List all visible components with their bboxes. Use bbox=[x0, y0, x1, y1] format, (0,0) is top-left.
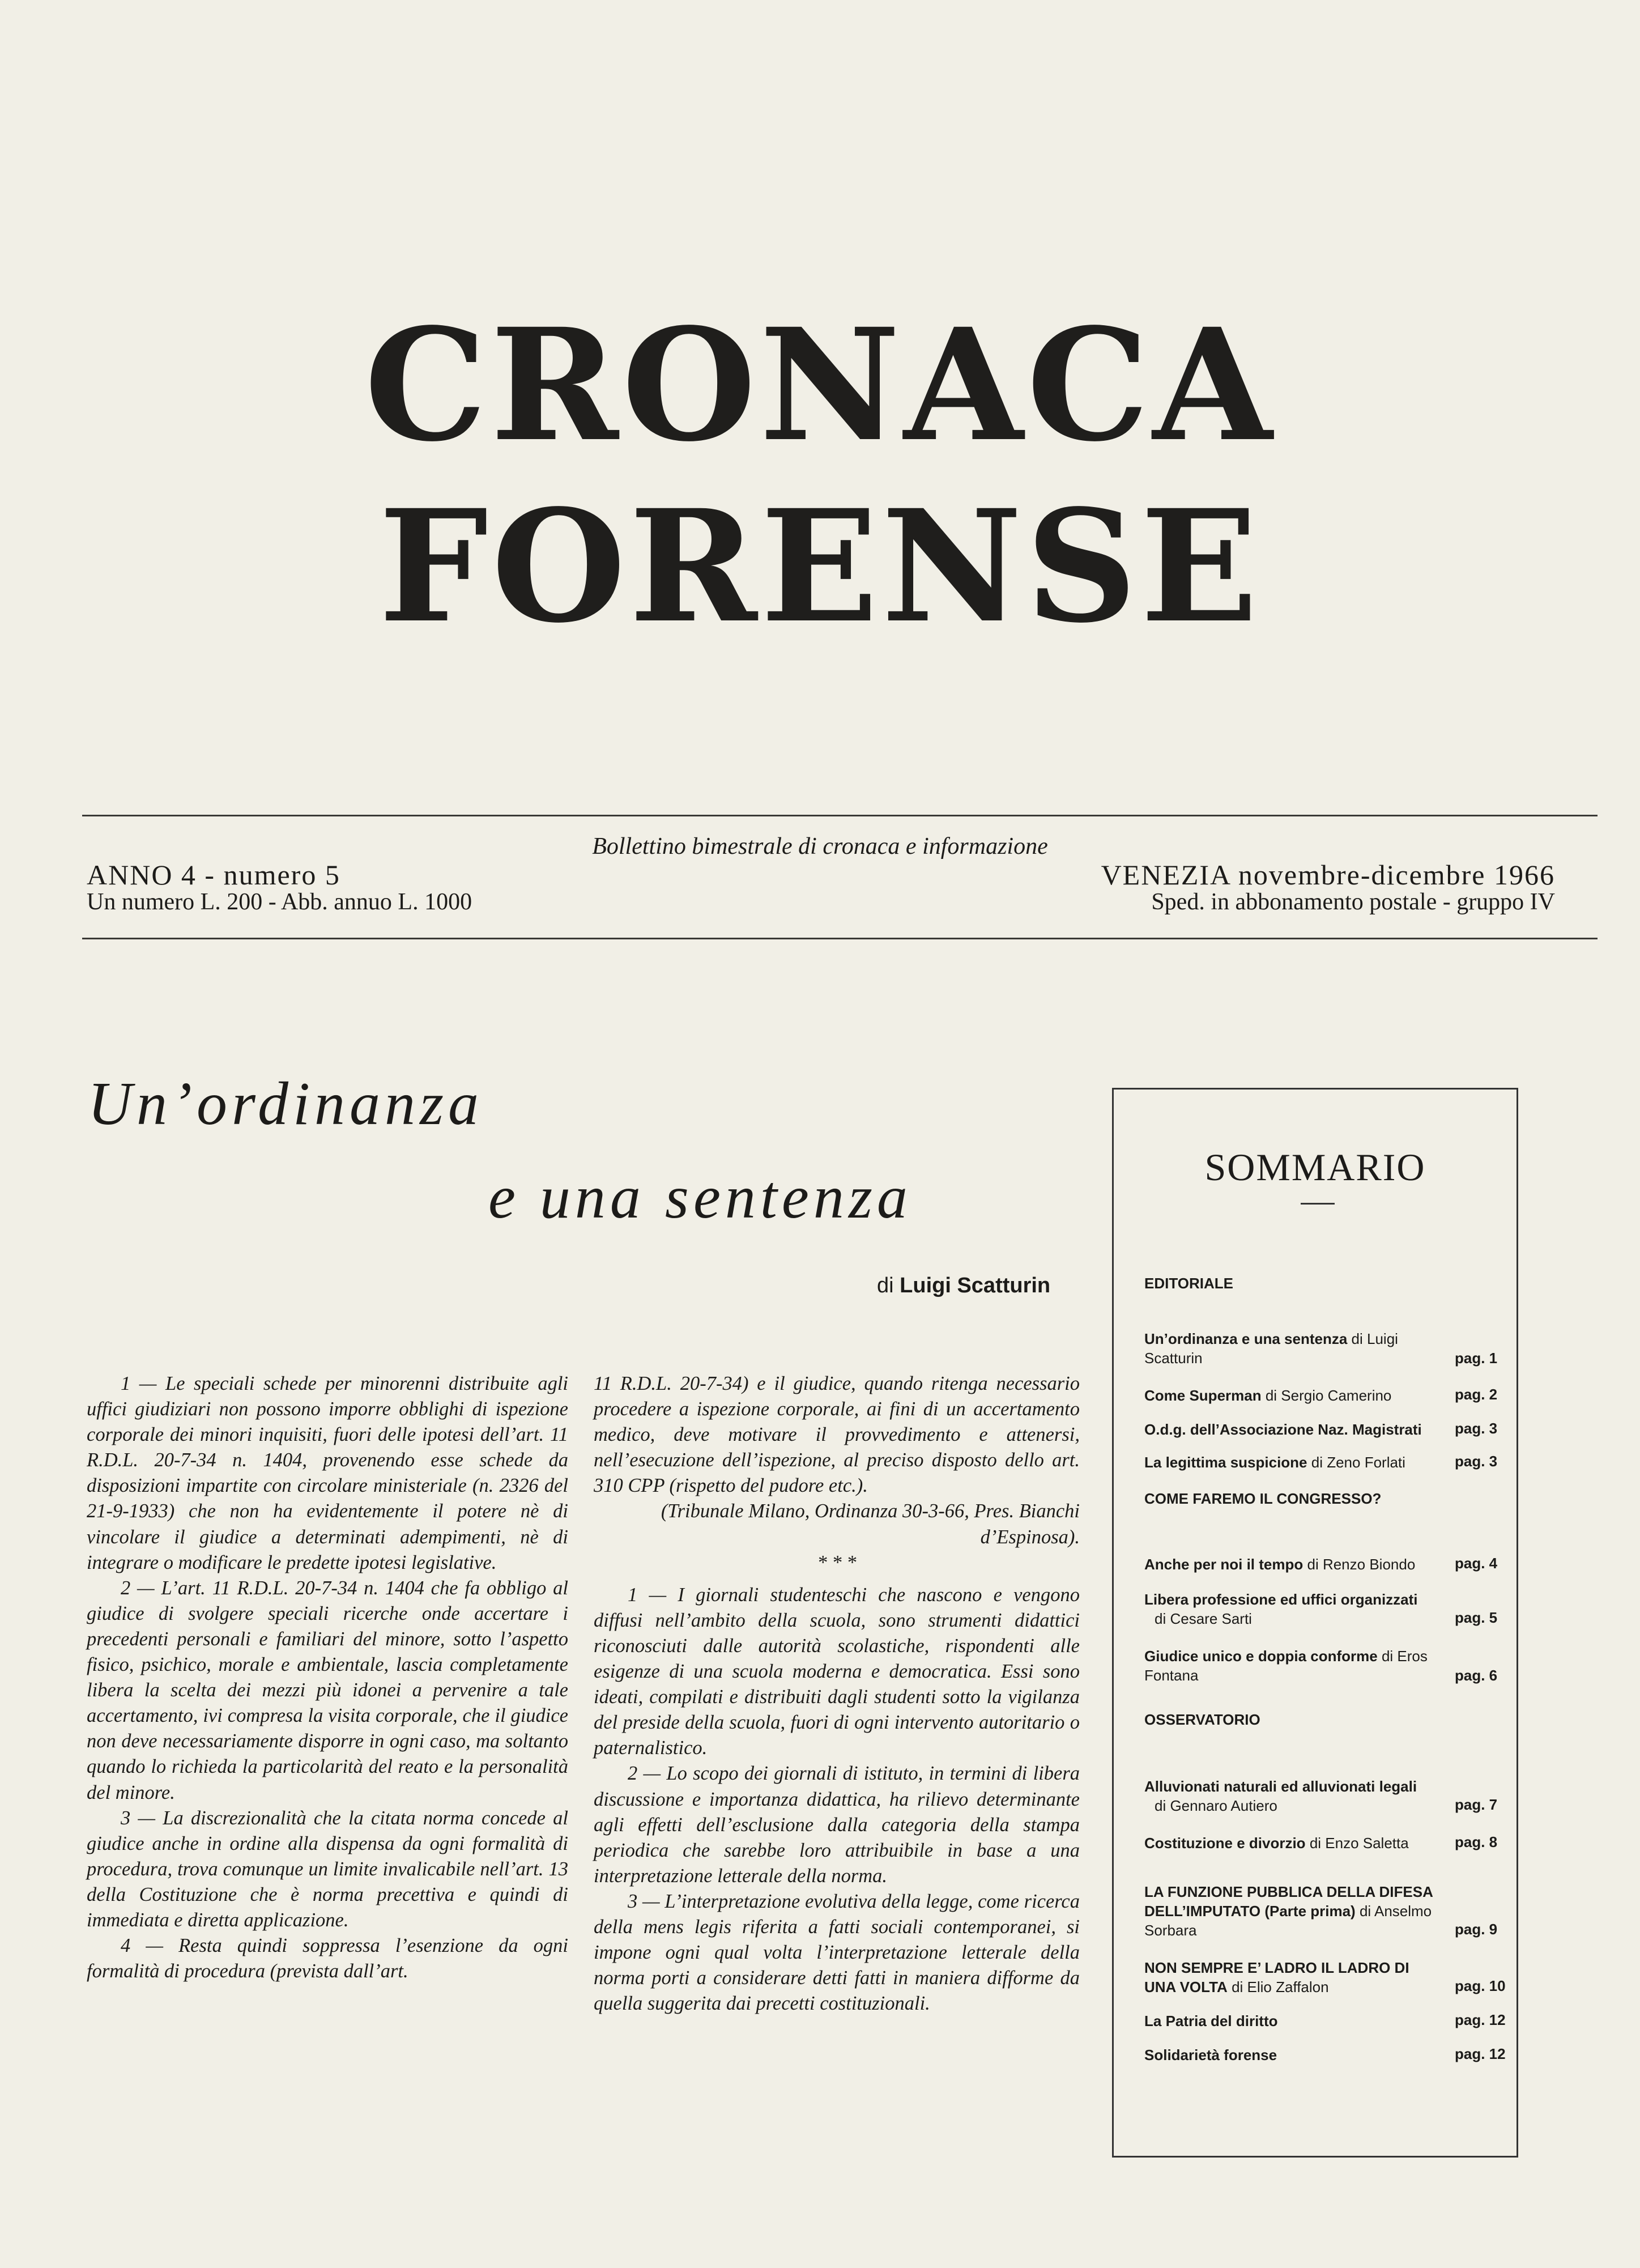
header-rule-bottom bbox=[82, 938, 1598, 939]
byline-prefix: di bbox=[877, 1274, 894, 1297]
toc-item[interactable] bbox=[1144, 1882, 1433, 1940]
toc-item-author: di Renzo Biondo bbox=[1307, 1556, 1416, 1573]
toc-item[interactable] bbox=[1144, 2045, 1433, 2065]
toc-heading-editoriale: EDITORIALE bbox=[1144, 1275, 1233, 1292]
toc-item-title: O.d.g. dell’Associazione Naz. Magistrati bbox=[1144, 1421, 1422, 1438]
col2-paragraph-3: 3 — L’interpretazione evolutiva della legge, come ricerca della mens legis riferita a fatti sociali contemporanei, si impone ogni qual volta l’interpretazione letterale della norma porti a considerare detti fatti in maniera difforme da quella suggerita dai precetti costituzionali. bbox=[594, 1890, 1080, 2015]
toc-item-page: pag. 9 bbox=[1455, 1921, 1498, 1938]
issue-info bbox=[87, 861, 472, 916]
col1-paragraph-2: 2 — L’art. 11 R.D.L. 20-7-34 n. 1404 che fa obbligo al giudice di svolgere speciali ricerche onde accertare i precedenti personali e familiari del minore, sotto l’aspetto fisico, psichico, morale e ambientale, lascia completamente libera la scelta dei mezzi più idonei a pervenire a tale accertamento, ivi compresa la visita corporale, che il giudice non deve necessariamente disporre in ogni caso, ma soltanto quando lo richieda la particolarità del reato e la personalità del minore. bbox=[87, 1577, 568, 1803]
toc-item-author: di Zeno Forlati bbox=[1311, 1454, 1405, 1471]
toc-item[interactable] bbox=[1144, 1833, 1433, 1853]
toc-item-page: pag. 12 bbox=[1455, 2011, 1506, 2028]
toc-item-page: pag. 6 bbox=[1455, 1667, 1498, 1684]
article-column-2 bbox=[594, 1371, 1080, 2016]
toc-item-page: pag. 1 bbox=[1455, 1350, 1498, 1367]
col2-continuation: 11 R.D.L. 20-7-34) e il giudice, quando ritenga necessario procedere a ispezione corporale, ai fini di un accertamento medico, deve motivare il provvedimento e attenersi, nell’esecuzione dell’ispezione, al preciso disposto dello art. 310 CPP (rispetto del pudore etc.). bbox=[594, 1373, 1080, 1497]
toc-item-author: di Gennaro Autiero bbox=[1155, 1797, 1277, 1814]
toc-item-title: Come Superman bbox=[1144, 1387, 1262, 1404]
toc-item-page: pag. 3 bbox=[1455, 1453, 1498, 1470]
article-byline bbox=[877, 1274, 1050, 1298]
toc-item-title: Anche per noi il tempo bbox=[1144, 1556, 1304, 1573]
col2-citation: (Tribunale Milano, Ordinanza 30-3-66, Pres. Bianchi d’Espinosa). bbox=[661, 1500, 1080, 1548]
toc-heading-congresso: COME FAREMO IL CONGRESSO? bbox=[1144, 1490, 1382, 1507]
toc-item-title: La Patria del diritto bbox=[1144, 2012, 1278, 2029]
toc-item-author: di Eros Fontana bbox=[1144, 1648, 1428, 1684]
masthead-cronaca: CRONACA bbox=[364, 295, 1276, 476]
toc-item[interactable] bbox=[1144, 1386, 1433, 1405]
toc-item[interactable] bbox=[1144, 1590, 1433, 1628]
toc-item-author: di Sergio Camerino bbox=[1265, 1387, 1392, 1404]
sommario-underline bbox=[1301, 1203, 1335, 1205]
toc-item-author: di Elio Zaffalon bbox=[1232, 1978, 1329, 1995]
place-spedizione: Sped. in abbonamento postale - gruppo IV bbox=[1151, 889, 1555, 915]
place-citta: VENEZIA novembre-dicembre 1966 bbox=[1101, 859, 1555, 891]
article-column-1 bbox=[87, 1371, 568, 1984]
sommario-box bbox=[1112, 1088, 1518, 2158]
col1-paragraph-4: 4 — Resta quindi soppressa l’esenzione da ogni formalità di procedura (prevista dall’art. bbox=[87, 1935, 568, 1982]
col1-paragraph-3: 3 — La discrezionalità che la citata norma concede al giudice anche in ordine alla dispensa da ogni formalità di procedura, trova comunque un limite invalicabile nell’art. 13 della Costituzione che è norma precettiva e quindi di immediata e diretta applicazione. bbox=[87, 1807, 568, 1931]
col2-paragraph-2: 2 — Lo scopo dei giornali di istituto, in termini di libera discussione e importanza didattica, ha rilievo determinante agli effetti dell’esclusione dalla categoria della stampa periodica che sarebbe loro attribuibile in base a una interpretazione letterale della norma. bbox=[594, 1763, 1080, 1887]
toc-item-title: Giudice unico e doppia conforme bbox=[1144, 1648, 1378, 1665]
header-rule-top bbox=[82, 815, 1598, 816]
toc-item[interactable] bbox=[1144, 1555, 1433, 1574]
toc-item-page: pag. 3 bbox=[1455, 1420, 1498, 1437]
toc-item-title: LA FUNZIONE PUBBLICA DELLA DIFESA DELL’IMPUTATO (Parte prima) bbox=[1144, 1883, 1433, 1920]
toc-item-page: pag. 8 bbox=[1455, 1833, 1498, 1850]
toc-item[interactable] bbox=[1144, 1420, 1433, 1439]
toc-item-page: pag. 4 bbox=[1455, 1555, 1498, 1572]
toc-item-author: di Anselmo Sorbara bbox=[1144, 1903, 1432, 1939]
col2-separator: * * * bbox=[817, 1551, 857, 1573]
article-title-line1: Un’ordinanza bbox=[88, 1070, 484, 1138]
toc-item-title: NON SEMPRE E’ LADRO IL LADRO DI UNA VOLTA bbox=[1144, 1959, 1409, 1995]
toc-item[interactable] bbox=[1144, 2011, 1433, 2031]
issue-anno: ANNO 4 - numero 5 bbox=[87, 859, 340, 891]
toc-item-author: di Enzo Saletta bbox=[1309, 1835, 1409, 1852]
col1-paragraph-1: 1 — Le speciali schede per minorenni distribuite agli uffici giudiziari non possono imporre obblighi di ispezione corporale dei minori inquisiti, fuori delle ipotesi dell’art. 11 R.D.L. 20-7-34 n. 1404, provenendo esse schede da disposizioni impartite con circolare ministeriale (n. 2326 del 21-9-1933) che non ha evidentemente il potere nè di vincolare il giudice a determinati adempimenti, nè di integrare o modificare le predette ipotesi legislative. bbox=[87, 1373, 568, 1573]
toc-item[interactable] bbox=[1144, 1777, 1433, 1815]
toc-heading-osservatorio: OSSERVATORIO bbox=[1144, 1711, 1260, 1728]
toc-item-page: pag. 12 bbox=[1455, 2045, 1506, 2062]
toc-item-title: Un’ordinanza e una sentenza bbox=[1144, 1330, 1348, 1347]
issue-prezzo: Un numero L. 200 - Abb. annuo L. 1000 bbox=[87, 889, 472, 915]
toc-item-author: di Luigi Scatturin bbox=[1144, 1330, 1398, 1367]
toc-item-title: Solidarietà forense bbox=[1144, 2046, 1277, 2063]
toc-item-title: La legittima suspicione bbox=[1144, 1454, 1307, 1471]
byline-author: Luigi Scatturin bbox=[900, 1274, 1051, 1297]
toc-item-author: di Cesare Sarti bbox=[1155, 1610, 1252, 1627]
toc-item-title: Alluvionati naturali ed alluvionati legali bbox=[1144, 1778, 1417, 1795]
place-info bbox=[1101, 861, 1555, 916]
masthead-forense: FORENSE bbox=[378, 476, 1262, 657]
col2-paragraph-1: 1 — I giornali studenteschi che nascono e vengono diffusi nell’ambito della scuola, sono strumenti didattici riconosciuti dalle autorità scolastiche, rispondenti alle esigenze di una scuola moderna e democratica. Essi sono ideati, compilati e distribuiti dagli studenti sotto la vigilanza del preside della scuola, fuori di ogni intervento autoritario o paternalistico. bbox=[594, 1584, 1080, 1759]
toc-item[interactable] bbox=[1144, 1453, 1433, 1472]
toc-item-page: pag. 2 bbox=[1455, 1386, 1498, 1403]
toc-item-title: Costituzione e divorzio bbox=[1144, 1835, 1306, 1852]
article-title-line2: e una sentenza bbox=[488, 1164, 912, 1231]
toc-item[interactable] bbox=[1144, 1329, 1433, 1368]
toc-item-page: pag. 10 bbox=[1455, 1977, 1506, 1994]
toc-item-title: Libera professione ed uffici organizzati bbox=[1144, 1591, 1418, 1608]
subtitle: Bollettino bimestrale di cronaca e informazione bbox=[592, 833, 1048, 859]
toc-item[interactable] bbox=[1144, 1958, 1433, 1997]
toc-item[interactable] bbox=[1144, 1646, 1433, 1685]
sommario-title: SOMMARIO bbox=[1204, 1146, 1426, 1189]
toc-item-page: pag. 5 bbox=[1455, 1609, 1498, 1626]
toc-item-page: pag. 7 bbox=[1455, 1796, 1498, 1813]
